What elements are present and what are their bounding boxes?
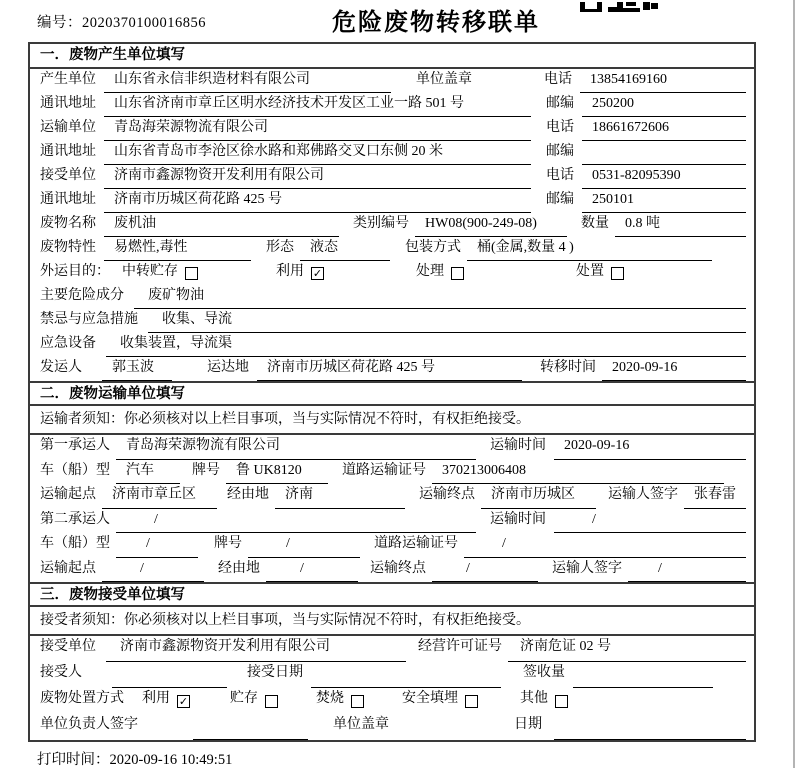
address-label: 通讯地址 — [40, 192, 96, 207]
vehicle1-row — [30, 460, 754, 485]
emergency-measures-label: 禁忌与应急措施 — [40, 312, 138, 327]
waste-property-row — [30, 237, 754, 261]
hazard-component-row — [30, 285, 754, 309]
transporter-notice: 运输者须知：你必须核对以上栏目事项，当与实际情况不符时，有权拒绝接受。 — [30, 406, 754, 435]
acceptor-value — [112, 662, 227, 688]
producer-zip-value: 250200 — [582, 93, 746, 117]
disposal-use-checkbox: ✓ — [178, 694, 189, 708]
transfer-time-value: 2020-09-16 — [602, 357, 746, 381]
transfer-form-table — [28, 42, 756, 742]
section2-header: 二．废物运输单位填写 — [30, 381, 754, 406]
transporter-row — [30, 117, 754, 141]
route2-row — [30, 558, 754, 583]
doc-number-label: 编号： — [37, 15, 82, 31]
transporter-phone-value: 18661672606 — [582, 117, 746, 141]
disposal-option-store: 贮存 — [230, 691, 258, 706]
transporter-address-value: 山东省青岛市李沧区徐水路和郑佛路交叉口东侧 20 米 — [104, 141, 531, 165]
disposal-option-incinerate: 焚烧 — [316, 691, 344, 706]
section3-header: 三．废物接受单位填写 — [30, 582, 754, 607]
dispose-checkbox — [611, 267, 624, 280]
address-label: 通讯地址 — [40, 144, 96, 159]
road-permit-label: 道路运输证号 — [374, 536, 458, 551]
form-value: 液态 — [300, 237, 390, 261]
purpose-option-treat: 处理 — [416, 264, 444, 279]
zip-label: 邮编 — [546, 192, 574, 207]
emergency-measures-value: 收集、导流 — [148, 309, 746, 333]
accept-date-value — [311, 662, 501, 688]
responsible-sign-value — [193, 714, 308, 740]
purpose-label: 外运目的： — [40, 264, 110, 279]
vehicle-type-label: 车（船）型 — [40, 462, 110, 478]
phone-label: 电话 — [544, 72, 572, 87]
vehicle-type2-value: / — [116, 533, 198, 558]
accept-unit-row — [30, 636, 754, 662]
treat-checkbox — [451, 267, 464, 280]
emergency-measures-row — [30, 309, 754, 333]
emergency-equipment-value: 收集装置，导流渠 — [106, 333, 746, 357]
second-carrier-label: 第二承运人 — [40, 511, 110, 527]
via-label: 经由地 — [227, 487, 269, 502]
receiver-notice: 接受者须知：你必须核对以上栏目事项，当与实际情况不符时，有权拒绝接受。 — [30, 607, 754, 636]
route-start-value: 济南市章丘区 — [102, 484, 217, 509]
hazard-component-value: 废矿物油 — [134, 285, 746, 309]
acceptor-row — [30, 662, 754, 688]
road-permit-label: 道路运输证号 — [342, 462, 426, 478]
packaging-label: 包装方式 — [405, 240, 461, 255]
print-time — [37, 748, 232, 769]
address-label: 通讯地址 — [40, 96, 96, 111]
carrier-sign2-value: / — [628, 558, 746, 583]
vehicle-type-label: 车（船）型 — [40, 536, 110, 551]
hazard-component-label: 主要危险成分 — [40, 288, 124, 303]
quantity-value: 0.8 吨 — [615, 213, 746, 237]
waste-name-value: 废机油 — [104, 213, 339, 237]
packaging-value: 桶(金属,数量 4 ) — [467, 237, 712, 261]
business-permit-label: 经营许可证号 — [418, 639, 502, 654]
signed-quantity-label: 签收量 — [523, 665, 565, 680]
route-start-label: 运输起点 — [40, 560, 96, 576]
disposal-method-label: 废物处置方式 — [40, 691, 124, 706]
doc-number — [37, 11, 206, 32]
plate2-value: / — [248, 533, 360, 558]
use-checkbox: ✓ — [312, 266, 323, 280]
carrier-sign-label: 运输人签字 — [552, 560, 622, 576]
disposal-option-landfill: 安全填埋 — [402, 691, 458, 706]
producer-phone-value: 13854169160 — [580, 69, 746, 93]
shipper-row — [30, 357, 754, 381]
print-time-label: 打印时间： — [37, 752, 110, 768]
receiver-row — [30, 165, 754, 189]
zip-label: 邮编 — [546, 144, 574, 159]
plate-value: 鲁 UK8120 — [226, 460, 328, 485]
print-time-value: 2020-09-16 10:49:51 — [109, 752, 233, 768]
accept-unit-value: 济南市鑫源物资开发利用有限公司 — [106, 636, 406, 662]
first-carrier-value: 青岛海荣源物流有限公司 — [116, 435, 476, 460]
vehicle2-row — [30, 533, 754, 558]
transport-time-value: 2020-09-16 — [554, 435, 746, 460]
producer-value: 山东省永信非织造材料有限公司 — [104, 69, 391, 93]
producer-address-value: 山东省济南市章丘区明水经济技术开发区工业一路 501 号 — [104, 93, 531, 117]
second-carrier-value: / — [116, 509, 476, 534]
receiver-value: 济南市鑫源物资开发利用有限公司 — [104, 165, 531, 189]
transport-time-label: 运输时间 — [490, 438, 546, 453]
transfer-storage-checkbox — [185, 267, 198, 280]
second-carrier-row — [30, 509, 754, 534]
receiver-address-value: 济南市历城区荷花路 425 号 — [104, 189, 531, 213]
waste-property-value: 易燃性,毒性 — [104, 237, 251, 261]
producer-address-row — [30, 93, 754, 117]
vehicle-type-value: 汽车 — [116, 460, 180, 485]
plate-label: 牌号 — [214, 536, 242, 551]
destination-value: 济南市历城区荷花路 425 号 — [257, 357, 522, 381]
unit-seal-label: 单位盖章 — [333, 717, 389, 732]
section1-header: 一．废物产生单位填写 — [30, 44, 754, 69]
producer-row — [30, 69, 754, 93]
receiver-label: 接受单位 — [40, 168, 96, 183]
signed-quantity-value — [573, 662, 713, 688]
category-code-label: 类别编号 — [353, 216, 409, 231]
route-end-value: 济南市历城区 — [481, 484, 596, 509]
transporter-label: 运输单位 — [40, 120, 96, 135]
receiver-phone-value: 0531-82095390 — [582, 165, 746, 189]
quantity-label: 数量 — [581, 216, 609, 231]
acceptor-label: 接受人 — [40, 665, 82, 680]
route-end2-value: / — [432, 558, 538, 583]
date-value — [554, 714, 746, 740]
phone-label: 电话 — [546, 120, 574, 135]
route-start-label: 运输起点 — [40, 487, 96, 502]
shipper-value: 郭玉波 — [102, 357, 172, 381]
disposal-option-use: 利用 — [142, 691, 170, 706]
waste-property-label: 废物特性 — [40, 240, 96, 255]
transport-time2-value: / — [554, 509, 746, 534]
phone-label: 电话 — [546, 168, 574, 183]
receiver-address-row — [30, 189, 754, 213]
transporter-value: 青岛海荣源物流有限公司 — [104, 117, 531, 141]
transfer-time-label: 转移时间 — [540, 360, 596, 375]
waste-name-label: 废物名称 — [40, 216, 96, 231]
emergency-equipment-label: 应急设备 — [40, 336, 96, 351]
disposal-option-other: 其他 — [520, 691, 548, 706]
accept-unit-label: 接受单位 — [40, 639, 96, 654]
outbound-purpose-row — [30, 261, 754, 285]
purpose-option-dispose: 处置 — [576, 264, 604, 279]
disposal-incinerate-checkbox — [351, 695, 364, 708]
disposal-other-checkbox — [555, 695, 568, 708]
route-end-label: 运输终点 — [370, 560, 426, 576]
producer-label: 产生单位 — [40, 72, 96, 87]
page-right-edge — [793, 0, 795, 768]
plate-label: 牌号 — [192, 462, 220, 478]
date-label: 日期 — [514, 717, 542, 732]
doc-number-value: 2020370100016856 — [82, 15, 206, 31]
via-value: 济南 — [275, 484, 405, 509]
via2-value: / — [266, 558, 358, 583]
responsible-sign-row — [30, 714, 754, 740]
destination-label: 运达地 — [207, 360, 249, 375]
purpose-option-transfer-storage: 中转贮存 — [122, 264, 178, 279]
unit-seal-label: 单位盖章 — [416, 72, 472, 87]
transporter-zip-value — [582, 141, 746, 165]
carrier-sign-label: 运输人签字 — [608, 487, 678, 502]
waste-name-row — [30, 213, 754, 237]
responsible-sign-label: 单位负责人签字 — [40, 717, 138, 732]
route-end-label: 运输终点 — [419, 487, 475, 502]
zip-label: 邮编 — [546, 96, 574, 111]
page-title: 危险废物转移联单 — [332, 10, 540, 36]
road-permit2-value: / — [464, 533, 746, 558]
category-code-value: HW08(900-249-08) — [415, 213, 567, 237]
emergency-equipment-row — [30, 333, 754, 357]
route-start2-value: / — [102, 558, 204, 583]
form-label: 形态 — [266, 240, 294, 255]
disposal-store-checkbox — [265, 695, 278, 708]
accept-date-label: 接受日期 — [247, 665, 303, 680]
business-permit-value: 济南危证 02 号 — [508, 636, 746, 662]
shipper-label: 发运人 — [40, 360, 82, 375]
first-carrier-row — [30, 435, 754, 460]
disposal-method-row — [30, 688, 754, 714]
purpose-option-use: 利用 — [276, 264, 304, 279]
qr-code-fragment-icon — [580, 0, 658, 18]
disposal-landfill-checkbox — [465, 695, 478, 708]
first-carrier-label: 第一承运人 — [40, 438, 110, 453]
road-permit-value: 370213006408 — [432, 460, 724, 485]
receiver-zip-value: 250101 — [582, 189, 746, 213]
transporter-address-row — [30, 141, 754, 165]
route1-row — [30, 484, 754, 509]
via-label: 经由地 — [218, 560, 260, 576]
carrier-sign-value: 张春雷 — [684, 484, 746, 509]
transport-time-label: 运输时间 — [490, 511, 546, 527]
